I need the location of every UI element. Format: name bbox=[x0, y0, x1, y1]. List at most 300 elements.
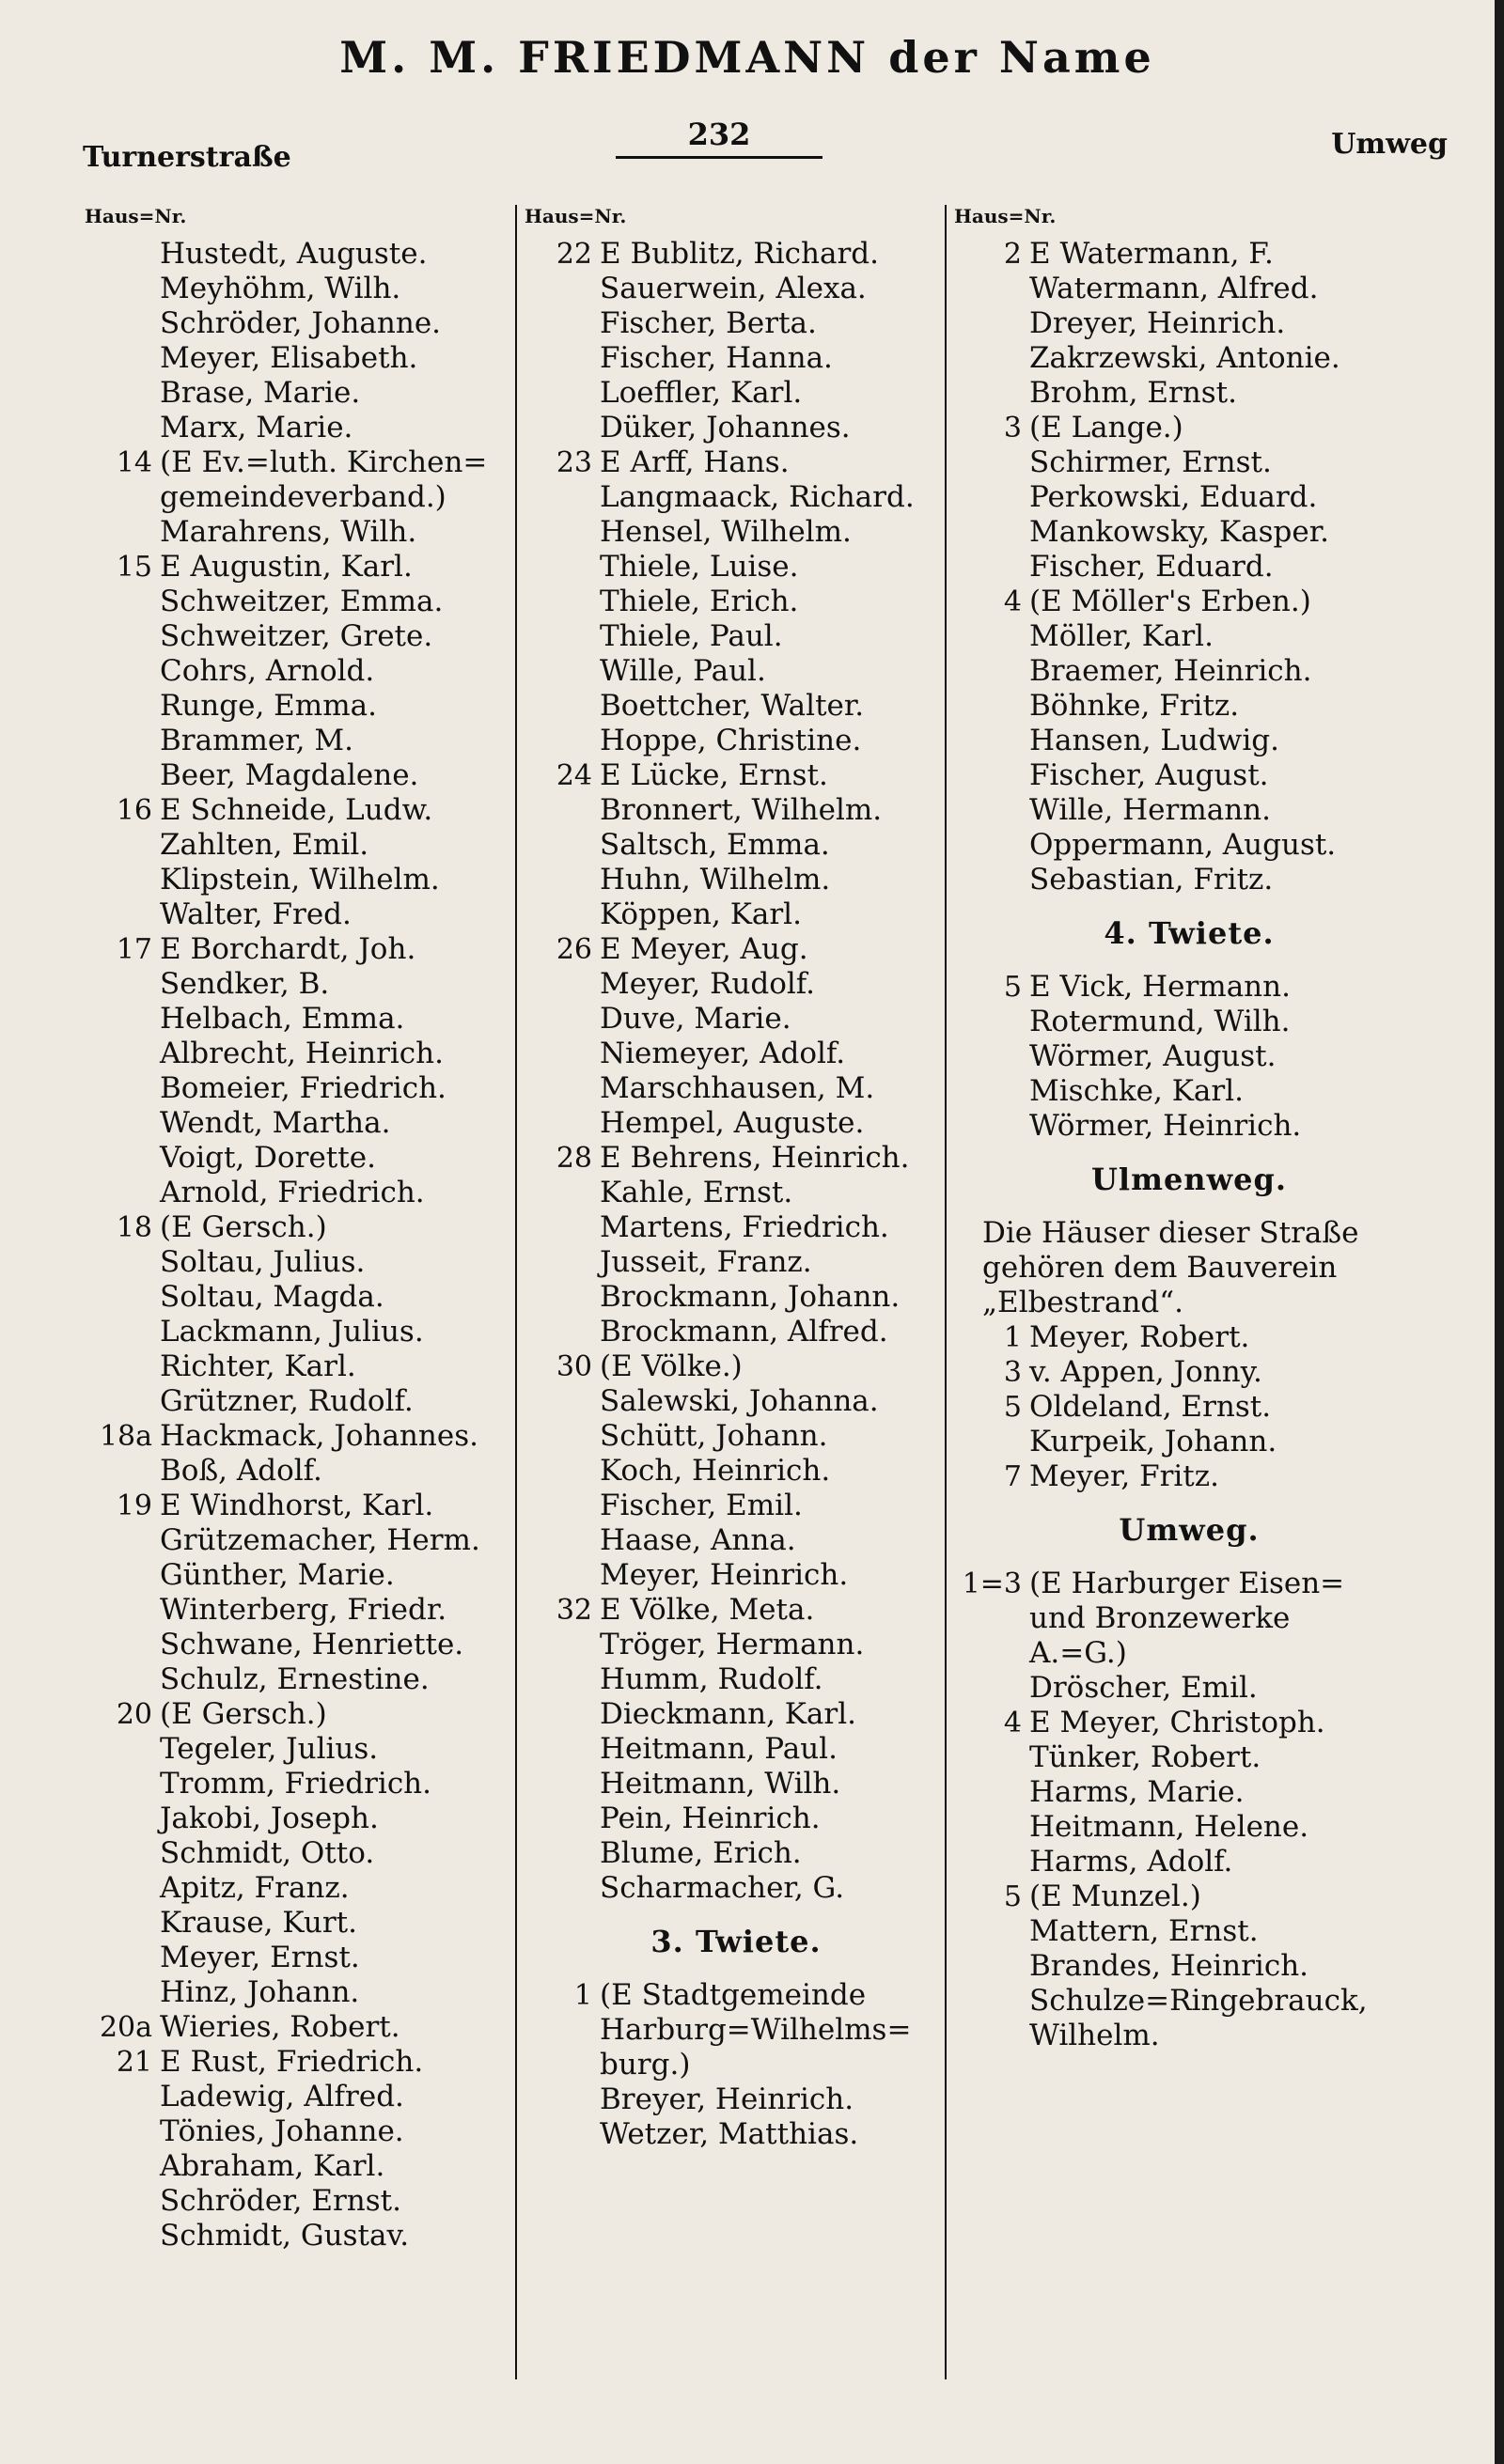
directory-entry bbox=[525, 1037, 948, 1071]
directory-entry bbox=[954, 585, 1424, 619]
directory-entry bbox=[85, 1941, 498, 1975]
directory-entry bbox=[954, 1810, 1424, 1845]
house-number bbox=[85, 237, 160, 272]
house-number bbox=[954, 654, 1029, 689]
house-number bbox=[525, 689, 600, 724]
resident-name: Schröder, Ernst. bbox=[160, 2184, 401, 2218]
directory-entry bbox=[85, 1732, 498, 1767]
directory-entry bbox=[954, 2019, 1424, 2053]
directory-entry bbox=[525, 1106, 948, 1141]
house-number bbox=[85, 1801, 160, 1836]
house-number bbox=[954, 619, 1029, 654]
house-number bbox=[954, 1914, 1029, 1949]
page-number: 232 bbox=[616, 117, 822, 159]
resident-name: Marx, Marie. bbox=[160, 411, 353, 444]
resident-name: Heitmann, Paul. bbox=[600, 1732, 838, 1766]
house-number bbox=[85, 828, 160, 863]
resident-name: Harms, Adolf. bbox=[1029, 1845, 1233, 1879]
house-number bbox=[85, 1384, 160, 1419]
directory-entry bbox=[954, 724, 1424, 758]
resident-name: (E Stadtgemeinde bbox=[600, 1978, 867, 2012]
directory-entry bbox=[954, 1567, 1424, 1601]
house-number bbox=[525, 550, 600, 585]
directory-entry bbox=[85, 1801, 498, 1836]
house-number: 21 bbox=[116, 2046, 152, 2079]
resident-name: E Schneide, Ludw. bbox=[160, 793, 433, 827]
directory-entry bbox=[954, 550, 1424, 585]
house-number bbox=[954, 758, 1029, 793]
directory-entry bbox=[525, 2117, 948, 2152]
directory-entry bbox=[954, 1845, 1424, 1879]
house-number bbox=[85, 272, 160, 306]
house-number bbox=[85, 863, 160, 897]
resident-name: Zakrzewski, Antonie. bbox=[1029, 341, 1340, 375]
directory-entry bbox=[954, 1706, 1424, 1740]
directory-entry bbox=[954, 1671, 1424, 1706]
directory-entry bbox=[85, 1141, 498, 1176]
resident-name: Richter, Karl. bbox=[160, 1349, 356, 1383]
resident-name: Schmidt, Gustav. bbox=[160, 2219, 410, 2253]
resident-name: Heitmann, Helene. bbox=[1029, 1810, 1309, 1844]
house-number bbox=[954, 341, 1029, 376]
haus-nr-label: Haus=Nr. bbox=[85, 205, 187, 227]
directory-entry bbox=[85, 550, 498, 585]
directory-entry bbox=[85, 585, 498, 619]
house-number bbox=[525, 1419, 600, 1454]
resident-name: Schmidt, Otto. bbox=[160, 1836, 375, 1870]
resident-name: (E Lange.) bbox=[1029, 411, 1183, 444]
resident-name: Mischke, Karl. bbox=[1029, 1074, 1244, 1108]
directory-entry bbox=[525, 724, 948, 758]
resident-name: Hoppe, Christine. bbox=[600, 724, 862, 757]
resident-name: Kurpeik, Johann. bbox=[1029, 1425, 1277, 1458]
directory-entry bbox=[85, 2045, 498, 2080]
directory-entry bbox=[954, 758, 1424, 793]
directory-entry bbox=[85, 1210, 498, 1245]
resident-name: Cohrs, Arnold. bbox=[160, 654, 375, 688]
directory-entry bbox=[525, 1523, 948, 1558]
house-number bbox=[85, 1454, 160, 1489]
resident-name: Günther, Marie. bbox=[160, 1558, 395, 1592]
directory-entry bbox=[525, 1419, 948, 1454]
resident-name: Mattern, Ernst. bbox=[1029, 1914, 1259, 1948]
resident-name: Brammer, M. bbox=[160, 724, 353, 757]
house-number bbox=[525, 967, 600, 1002]
house-number bbox=[525, 1836, 600, 1871]
house-number bbox=[85, 1002, 160, 1037]
resident-name: E Borchardt, Joh. bbox=[160, 932, 416, 966]
directory-entry bbox=[85, 2219, 498, 2253]
resident-name: (E Gersch.) bbox=[160, 1210, 327, 1244]
directory-entry bbox=[85, 689, 498, 724]
directory-entry bbox=[525, 897, 948, 932]
directory-entry bbox=[85, 237, 498, 272]
resident-name: Tünker, Robert. bbox=[1029, 1740, 1261, 1774]
directory-entry bbox=[954, 1914, 1424, 1949]
house-number bbox=[85, 341, 160, 376]
directory-entry bbox=[85, 1384, 498, 1419]
house-number bbox=[525, 2117, 600, 2152]
resident-name: Meyer, Heinrich. bbox=[600, 1558, 849, 1592]
directory-entry bbox=[525, 480, 948, 515]
house-number: 30 bbox=[556, 1350, 592, 1383]
directory-entry bbox=[85, 2184, 498, 2219]
house-number bbox=[954, 724, 1029, 758]
house-number bbox=[85, 1071, 160, 1106]
directory-entry bbox=[525, 1349, 948, 1384]
resident-name: Soltau, Julius. bbox=[160, 1245, 366, 1279]
resident-name: Rotermund, Wilh. bbox=[1029, 1005, 1291, 1038]
directory-entry bbox=[85, 654, 498, 689]
house-number bbox=[954, 1671, 1029, 1706]
resident-name: Schütt, Johann. bbox=[600, 1419, 828, 1453]
entry-list bbox=[954, 237, 1424, 897]
directory-entry bbox=[525, 1280, 948, 1315]
directory-entry bbox=[85, 828, 498, 863]
resident-name: Brandes, Heinrich. bbox=[1029, 1949, 1309, 1983]
directory-entry bbox=[525, 515, 948, 550]
house-number: 4 bbox=[1003, 1707, 1022, 1739]
resident-name: E Vick, Hermann. bbox=[1029, 970, 1291, 1004]
house-number bbox=[85, 2114, 160, 2149]
resident-name: und Bronzewerke bbox=[1029, 1601, 1291, 1635]
directory-entry bbox=[85, 1628, 498, 1662]
resident-name: (E Gersch.) bbox=[160, 1697, 327, 1731]
directory-entry bbox=[525, 1315, 948, 1349]
house-number: 20a bbox=[99, 2011, 152, 2044]
resident-name: v. Appen, Jonny. bbox=[1029, 1355, 1262, 1389]
haus-nr-label: Haus=Nr. bbox=[525, 205, 627, 227]
directory-entry bbox=[525, 411, 948, 445]
resident-name: Möller, Karl. bbox=[1029, 619, 1214, 653]
resident-name: Helbach, Emma. bbox=[160, 1002, 405, 1036]
resident-name: Brase, Marie. bbox=[160, 376, 361, 410]
house-number bbox=[525, 1454, 600, 1489]
directory-entry bbox=[954, 1459, 1424, 1494]
resident-name: Breyer, Heinrich. bbox=[600, 2082, 854, 2116]
directory-entry bbox=[525, 1662, 948, 1697]
entry-list bbox=[954, 1320, 1424, 1494]
directory-entry bbox=[85, 341, 498, 376]
directory-entry bbox=[525, 1141, 948, 1176]
resident-name: Dieckmann, Karl. bbox=[600, 1697, 857, 1731]
house-number bbox=[954, 793, 1029, 828]
directory-entry bbox=[85, 1419, 498, 1454]
directory-entry bbox=[525, 2013, 948, 2048]
house-number bbox=[954, 1425, 1029, 1459]
resident-name: Harms, Marie. bbox=[1029, 1775, 1245, 1809]
directory-entry bbox=[525, 2048, 948, 2082]
directory-entry bbox=[954, 793, 1424, 828]
house-number: 16 bbox=[116, 794, 152, 827]
house-number bbox=[525, 1628, 600, 1662]
house-number bbox=[85, 1975, 160, 2010]
resident-name: Perkowski, Eduard. bbox=[1029, 480, 1318, 514]
directory-entry bbox=[525, 758, 948, 793]
house-number bbox=[525, 1037, 600, 1071]
column-3 bbox=[945, 205, 1424, 2379]
resident-name: E Völke, Meta. bbox=[600, 1593, 815, 1627]
resident-name: Schweitzer, Grete. bbox=[160, 619, 433, 653]
house-number bbox=[85, 1906, 160, 1941]
resident-name: Runge, Emma. bbox=[160, 689, 377, 723]
house-number bbox=[525, 1558, 600, 1593]
section-heading: 3. Twiete. bbox=[650, 1924, 822, 1959]
resident-name: Thiele, Erich. bbox=[600, 585, 799, 618]
resident-name: (E Ev.=luth. Kirchen= bbox=[160, 445, 488, 479]
directory-entry bbox=[85, 1836, 498, 1871]
directory-entry bbox=[954, 341, 1424, 376]
resident-name: Schulz, Ernestine. bbox=[160, 1662, 430, 1696]
house-number: 14 bbox=[116, 446, 152, 479]
resident-name: Hustedt, Auguste. bbox=[160, 237, 428, 271]
directory-entry bbox=[525, 932, 948, 967]
resident-name: E Meyer, Aug. bbox=[600, 932, 808, 966]
page-title: M. M. FRIEDMANN der Name bbox=[339, 32, 1155, 83]
house-number bbox=[954, 1740, 1029, 1775]
section-heading: Ulmenweg. bbox=[1091, 1162, 1287, 1197]
house-number bbox=[85, 480, 160, 515]
directory-entry bbox=[954, 237, 1424, 272]
directory-entry bbox=[954, 619, 1424, 654]
directory-entry bbox=[85, 1871, 498, 1906]
directory-entry bbox=[525, 654, 948, 689]
resident-name: Soltau, Magda. bbox=[160, 1280, 384, 1314]
directory-entry bbox=[85, 1593, 498, 1628]
resident-name: Hensel, Wilhelm. bbox=[600, 515, 852, 549]
directory-entry bbox=[525, 1697, 948, 1732]
directory-entry bbox=[85, 376, 498, 411]
house-number: 1 bbox=[573, 1979, 592, 2012]
directory-entry bbox=[525, 863, 948, 897]
house-number bbox=[525, 1176, 600, 1210]
directory-entry bbox=[525, 1978, 948, 2013]
resident-name: E Windhorst, Karl. bbox=[160, 1489, 434, 1522]
directory-entry bbox=[85, 1349, 498, 1384]
column-2 bbox=[515, 205, 948, 2379]
house-number bbox=[85, 897, 160, 932]
directory-entry bbox=[525, 376, 948, 411]
resident-name: Humm, Rudolf. bbox=[600, 1662, 823, 1696]
resident-name: Schröder, Johanne. bbox=[160, 306, 442, 340]
house-number bbox=[525, 480, 600, 515]
resident-name: Schulze=Ringebrauck, bbox=[1029, 1984, 1368, 2018]
resident-name: Dreyer, Heinrich. bbox=[1029, 306, 1286, 340]
section-heading: 4. Twiete. bbox=[1104, 915, 1275, 951]
house-number bbox=[525, 793, 600, 828]
directory-entry bbox=[85, 758, 498, 793]
directory-entry bbox=[954, 1601, 1424, 1636]
directory-entry bbox=[85, 1767, 498, 1801]
resident-name: Wendt, Martha. bbox=[160, 1106, 391, 1140]
house-number bbox=[85, 1349, 160, 1384]
resident-name: E Lücke, Ernst. bbox=[600, 758, 828, 792]
entry-list bbox=[954, 1567, 1424, 2053]
resident-name: Thiele, Luise. bbox=[600, 550, 799, 584]
house-number bbox=[85, 654, 160, 689]
house-number bbox=[954, 550, 1029, 585]
resident-name: Bronnert, Wilhelm. bbox=[600, 793, 883, 827]
resident-name: Wetzer, Matthias. bbox=[600, 2117, 859, 2151]
house-number bbox=[954, 689, 1029, 724]
house-number: 1=3 bbox=[962, 1567, 1022, 1600]
house-number bbox=[85, 1732, 160, 1767]
running-head-left: Turnerstraße bbox=[83, 141, 291, 174]
house-number bbox=[525, 1315, 600, 1349]
directory-entry bbox=[525, 619, 948, 654]
house-number bbox=[85, 1593, 160, 1628]
house-number: 4 bbox=[1003, 585, 1022, 618]
house-number bbox=[954, 828, 1029, 863]
directory-entry bbox=[954, 445, 1424, 480]
house-number bbox=[525, 341, 600, 376]
house-number bbox=[85, 1836, 160, 1871]
resident-name: Apitz, Franz. bbox=[160, 1871, 350, 1905]
house-number bbox=[85, 411, 160, 445]
directory-entry bbox=[954, 480, 1424, 515]
resident-name: Salewski, Johanna. bbox=[600, 1384, 879, 1418]
directory-entry bbox=[525, 1002, 948, 1037]
resident-name: Beer, Magdalene. bbox=[160, 758, 419, 792]
resident-name: (E Völke.) bbox=[600, 1349, 743, 1383]
resident-name: Heitmann, Wilh. bbox=[600, 1767, 841, 1801]
house-number bbox=[525, 828, 600, 863]
directory-entry bbox=[525, 1593, 948, 1628]
directory-entry bbox=[85, 480, 498, 515]
directory-entry bbox=[954, 1039, 1424, 1074]
directory-entry bbox=[525, 1732, 948, 1767]
resident-name: Grützner, Rudolf. bbox=[160, 1384, 414, 1418]
directory-entry bbox=[954, 1636, 1424, 1671]
directory-entry bbox=[954, 1740, 1424, 1775]
resident-name: Klipstein, Wilhelm. bbox=[160, 863, 440, 897]
directory-entry bbox=[954, 1984, 1424, 2019]
resident-name: E Watermann, F. bbox=[1029, 237, 1274, 271]
directory-entry bbox=[954, 1005, 1424, 1039]
house-number bbox=[85, 1871, 160, 1906]
house-number bbox=[85, 724, 160, 758]
directory-entry bbox=[525, 1245, 948, 1280]
house-number bbox=[954, 1984, 1029, 2019]
directory-entry bbox=[525, 550, 948, 585]
directory-entry bbox=[85, 793, 498, 828]
resident-name: Niemeyer, Adolf. bbox=[600, 1037, 846, 1070]
directory-entry bbox=[525, 1628, 948, 1662]
house-number: 26 bbox=[556, 933, 592, 966]
resident-name: Brockmann, Alfred. bbox=[600, 1315, 888, 1349]
resident-name: Grützemacher, Herm. bbox=[160, 1523, 480, 1557]
house-number bbox=[525, 1071, 600, 1106]
house-number: 19 bbox=[116, 1489, 152, 1522]
directory-entry bbox=[85, 1037, 498, 1071]
entry-list bbox=[85, 237, 498, 2253]
house-number: 32 bbox=[556, 1594, 592, 1627]
directory-entry bbox=[85, 932, 498, 967]
house-number bbox=[525, 1767, 600, 1801]
directory-entry bbox=[85, 515, 498, 550]
resident-name: Wille, Paul. bbox=[600, 654, 766, 688]
resident-name: Schweitzer, Emma. bbox=[160, 585, 444, 618]
house-number bbox=[85, 1558, 160, 1593]
resident-name: Fischer, Emil. bbox=[600, 1489, 803, 1522]
resident-name: Boß, Adolf. bbox=[160, 1454, 322, 1488]
directory-entry bbox=[85, 1489, 498, 1523]
house-number bbox=[954, 1109, 1029, 1144]
directory-entry bbox=[525, 341, 948, 376]
directory-entry bbox=[954, 1390, 1424, 1425]
resident-name: gemeindeverband.) bbox=[160, 480, 446, 514]
house-number: 5 bbox=[1003, 1880, 1022, 1913]
resident-name: Jakobi, Joseph. bbox=[160, 1801, 379, 1835]
house-number bbox=[85, 2149, 160, 2184]
directory-entry bbox=[85, 272, 498, 306]
house-number bbox=[954, 1845, 1029, 1879]
house-number: 5 bbox=[1003, 1391, 1022, 1424]
house-number bbox=[85, 1662, 160, 1697]
house-number bbox=[525, 1489, 600, 1523]
resident-name: Sebastian, Fritz. bbox=[1029, 863, 1274, 897]
house-number bbox=[85, 1767, 160, 1801]
house-number bbox=[525, 376, 600, 411]
house-number bbox=[954, 2019, 1029, 2053]
entry-list bbox=[525, 1978, 948, 2152]
directory-entry bbox=[85, 1697, 498, 1732]
directory-entry bbox=[954, 515, 1424, 550]
directory-entry bbox=[954, 1775, 1424, 1810]
directory-entry bbox=[954, 1109, 1424, 1144]
resident-name: Duve, Marie. bbox=[600, 1002, 791, 1036]
directory-entry bbox=[85, 1106, 498, 1141]
resident-name: Tromm, Friedrich. bbox=[160, 1767, 432, 1801]
resident-name: Hansen, Ludwig. bbox=[1029, 724, 1279, 757]
house-number bbox=[525, 1002, 600, 1037]
directory-entry bbox=[954, 411, 1424, 445]
house-number bbox=[85, 1628, 160, 1662]
house-number: 7 bbox=[1003, 1460, 1022, 1493]
directory-entry bbox=[525, 1558, 948, 1593]
house-number: 20 bbox=[116, 1698, 152, 1731]
resident-name: Marschhausen, M. bbox=[600, 1071, 875, 1105]
directory-entry bbox=[85, 1523, 498, 1558]
resident-name: Arnold, Friedrich. bbox=[160, 1176, 425, 1209]
directory-entry bbox=[525, 1210, 948, 1245]
resident-name: Watermann, Alfred. bbox=[1029, 272, 1319, 305]
house-number bbox=[525, 619, 600, 654]
directory-entry bbox=[525, 445, 948, 480]
directory-entry bbox=[85, 2010, 498, 2045]
resident-name: Hinz, Johann. bbox=[160, 1975, 360, 2009]
house-number bbox=[85, 2219, 160, 2253]
resident-name: Meyhöhm, Wilh. bbox=[160, 272, 401, 305]
directory-entry bbox=[525, 793, 948, 828]
house-number bbox=[85, 1523, 160, 1558]
resident-name: Düker, Johannes. bbox=[600, 411, 851, 444]
resident-name: Blume, Erich. bbox=[600, 1836, 802, 1870]
resident-name: Meyer, Elisabeth. bbox=[160, 341, 418, 375]
house-number bbox=[525, 2082, 600, 2117]
resident-name: Tröger, Hermann. bbox=[600, 1628, 865, 1661]
house-number bbox=[954, 1074, 1029, 1109]
resident-name: Kahle, Ernst. bbox=[600, 1176, 793, 1209]
directory-entry bbox=[525, 1836, 948, 1871]
resident-name: Koch, Heinrich. bbox=[600, 1454, 831, 1488]
resident-name: Schwane, Henriette. bbox=[160, 1628, 464, 1661]
house-number bbox=[85, 758, 160, 793]
directory-entry bbox=[85, 863, 498, 897]
directory-entry bbox=[525, 1871, 948, 1906]
resident-name: E Augustin, Karl. bbox=[160, 550, 413, 584]
directory-entry bbox=[85, 411, 498, 445]
